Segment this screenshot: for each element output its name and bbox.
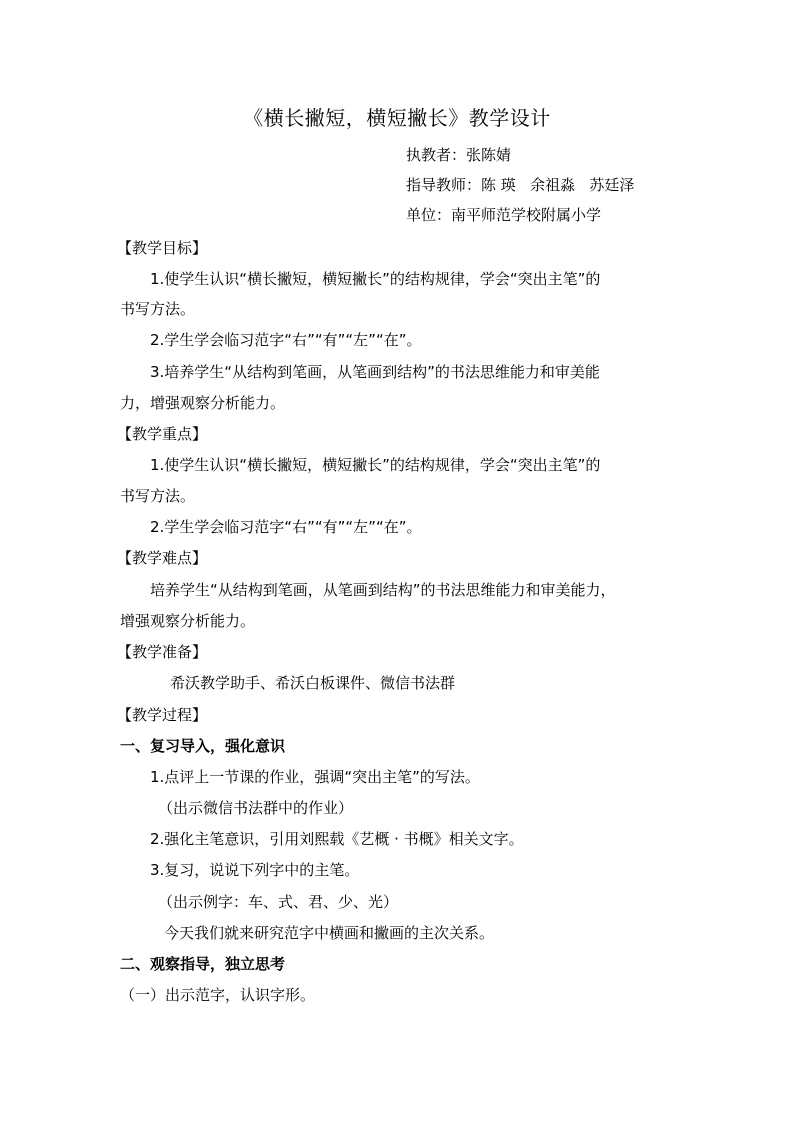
goal-1-line-1: 1.使学生认识“横长撇短，横短撇长”的结构规律，学会“突出主笔”的 (150, 270, 601, 288)
difficulty-heading: 【教学难点】 (117, 549, 208, 567)
prep-text: 希沃教学助手、希沃白板课件、微信书法群 (170, 674, 456, 692)
document-title: 《横长撇短，横短撇长》教学设计 (243, 106, 551, 130)
key-1-line-1: 1.使学生认识“横长撇短，横短撇长”的结构规律，学会“突出主笔”的 (150, 456, 601, 474)
part-2-sub-1: （一）出示范字，认识字形。 (120, 986, 316, 1004)
part-1-item-2: 2.强化主笔意识，引用刘熙载《艺概 · 书概》相关文字。 (150, 830, 524, 848)
part-2-heading: 二、观察指导，独立思考 (120, 955, 286, 973)
key-2: 2.学生学会临习范字“右”“有”“左”“在”。 (150, 518, 422, 536)
part-1-item-3: 3.复习，说说下列字中的主笔。 (150, 861, 360, 879)
difficulty-line-1: 培养学生“从结构到笔画，从笔画到结构”的书法思维能力和审美能力， (150, 581, 616, 599)
part-1-heading: 一、复习导入，强化意识 (120, 737, 286, 755)
goal-2: 2.学生学会临习范字“右”“有”“左”“在”。 (150, 331, 422, 349)
goal-3-line-2: 力，增强观察分析能力。 (120, 394, 286, 412)
advisors-line: 指导教师：陈 瑛 余祖淼 苏廷泽 (406, 176, 635, 194)
part-1-item-1-note: （出示微信书法群中的作业） (158, 799, 354, 817)
part-1-closing: 今天我们就来研究范字中横画和撇画的主次关系。 (164, 924, 495, 942)
prep-heading: 【教学准备】 (117, 643, 208, 661)
process-heading: 【教学过程】 (117, 706, 208, 724)
key-points-heading: 【教学重点】 (117, 425, 208, 443)
unit-line: 单位：南平师范学校附属小学 (406, 206, 602, 224)
goal-1-line-2: 书写方法。 (120, 300, 196, 318)
goals-heading: 【教学目标】 (117, 239, 208, 257)
difficulty-line-2: 增强观察分析能力。 (120, 612, 256, 630)
key-1-line-2: 书写方法。 (120, 487, 196, 505)
goal-3-line-1: 3.培养学生“从结构到笔画，从笔画到结构”的书法思维能力和审美能 (150, 363, 600, 381)
teacher-line: 执教者：张陈婧 (406, 146, 512, 164)
part-1-item-1: 1.点评上一节课的作业，强调“突出主笔”的写法。 (150, 768, 480, 786)
part-1-item-3-note: （出示例字：车、式、君、少、光） (158, 893, 399, 911)
